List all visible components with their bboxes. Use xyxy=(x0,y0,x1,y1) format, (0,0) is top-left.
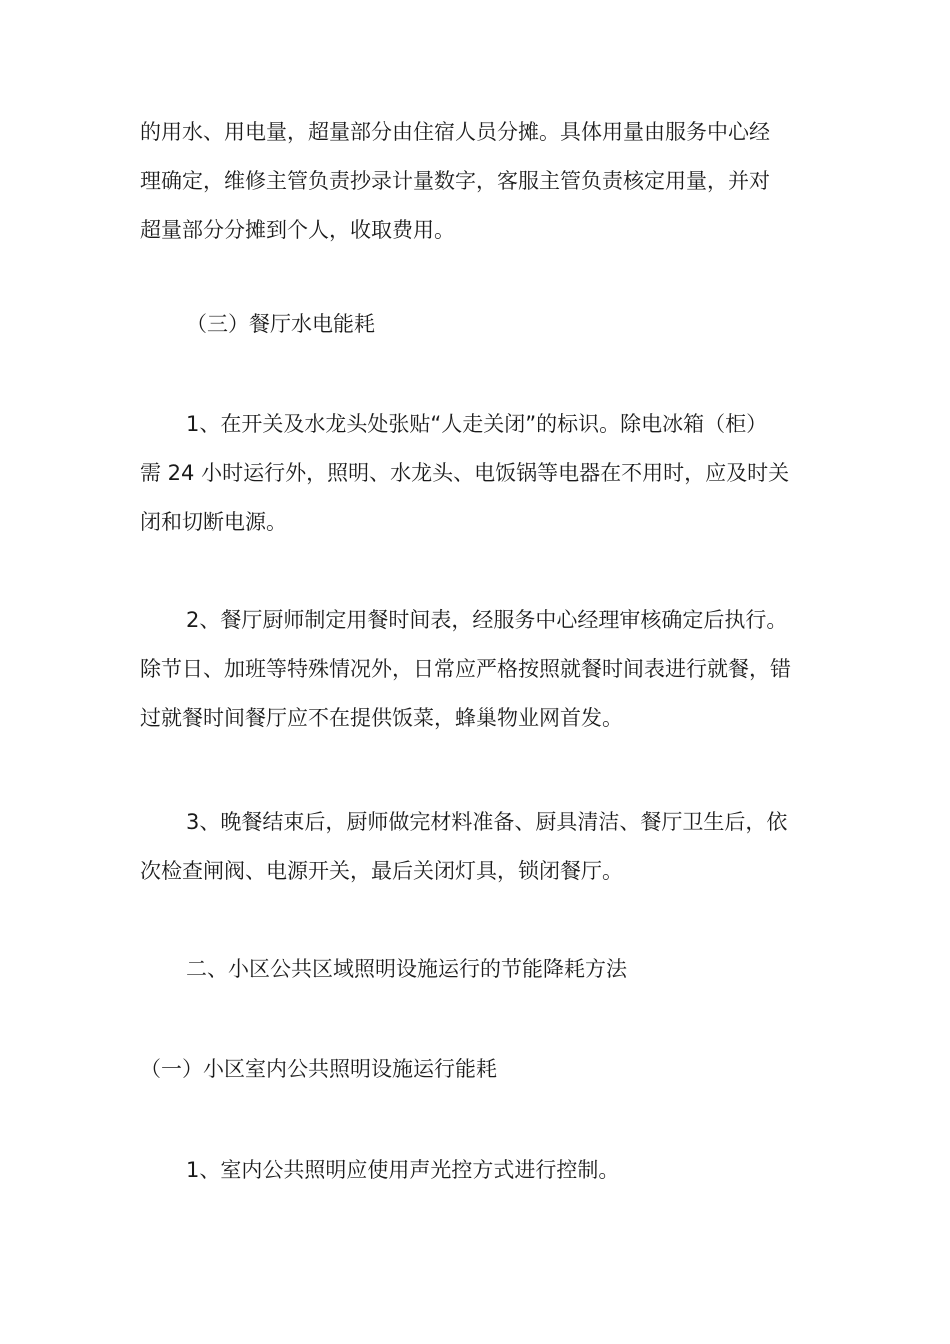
paragraph-water-electricity-dorm xyxy=(140,108,840,255)
section-heading: （一）小区室内公共照明设施运行能耗 xyxy=(140,1057,497,1081)
text-line: 除节日、加班等特殊情况外，日常应严格按照就餐时间表进行就餐，错 xyxy=(140,657,791,681)
text-line: 3、晚餐结束后，厨师做完材料准备、厨具清洁、餐厅卫生后，依 xyxy=(186,810,788,834)
heading-indoor-lighting xyxy=(140,1045,840,1094)
text-line: 过就餐时间餐厅应不在提供饭菜，蜂巢物业网首发。 xyxy=(140,706,623,730)
paragraph-item-2 xyxy=(140,596,840,743)
heading-restaurant-energy xyxy=(140,300,840,349)
text-line: 超量部分分摊到个人，收取费用。 xyxy=(140,218,455,242)
text-line: 1、室内公共照明应使用声光控方式进行控制。 xyxy=(186,1158,620,1182)
heading-public-lighting xyxy=(140,945,840,994)
paragraph-indoor-item-1 xyxy=(140,1146,840,1195)
section-heading: （三）餐厅水电能耗 xyxy=(186,312,375,336)
text-line: 2、餐厅厨师制定用餐时间表，经服务中心经理审核确定后执行。 xyxy=(186,608,788,632)
section-heading: 二、小区公共区域照明设施运行的节能降耗方法 xyxy=(186,957,627,981)
text-line: 闭和切断电源。 xyxy=(140,510,287,534)
text-line: 理确定，维修主管负责抄录计量数字，客服主管负责核定用量，并对 xyxy=(140,169,770,193)
text-line: 1、在开关及水龙头处张贴“人走关闭”的标识。除电冰箱（柜） xyxy=(186,412,768,436)
paragraph-item-3 xyxy=(140,798,840,896)
text-line: 需 24 小时运行外，照明、水龙头、电饭锅等电器在不用时，应及时关 xyxy=(140,461,790,485)
text-line: 的用水、用电量，超量部分由住宿人员分摊。具体用量由服务中心经 xyxy=(140,120,770,144)
text-line: 次检查闸阀、电源开关，最后关闭灯具，锁闭餐厅。 xyxy=(140,859,623,883)
paragraph-item-1 xyxy=(140,400,840,547)
